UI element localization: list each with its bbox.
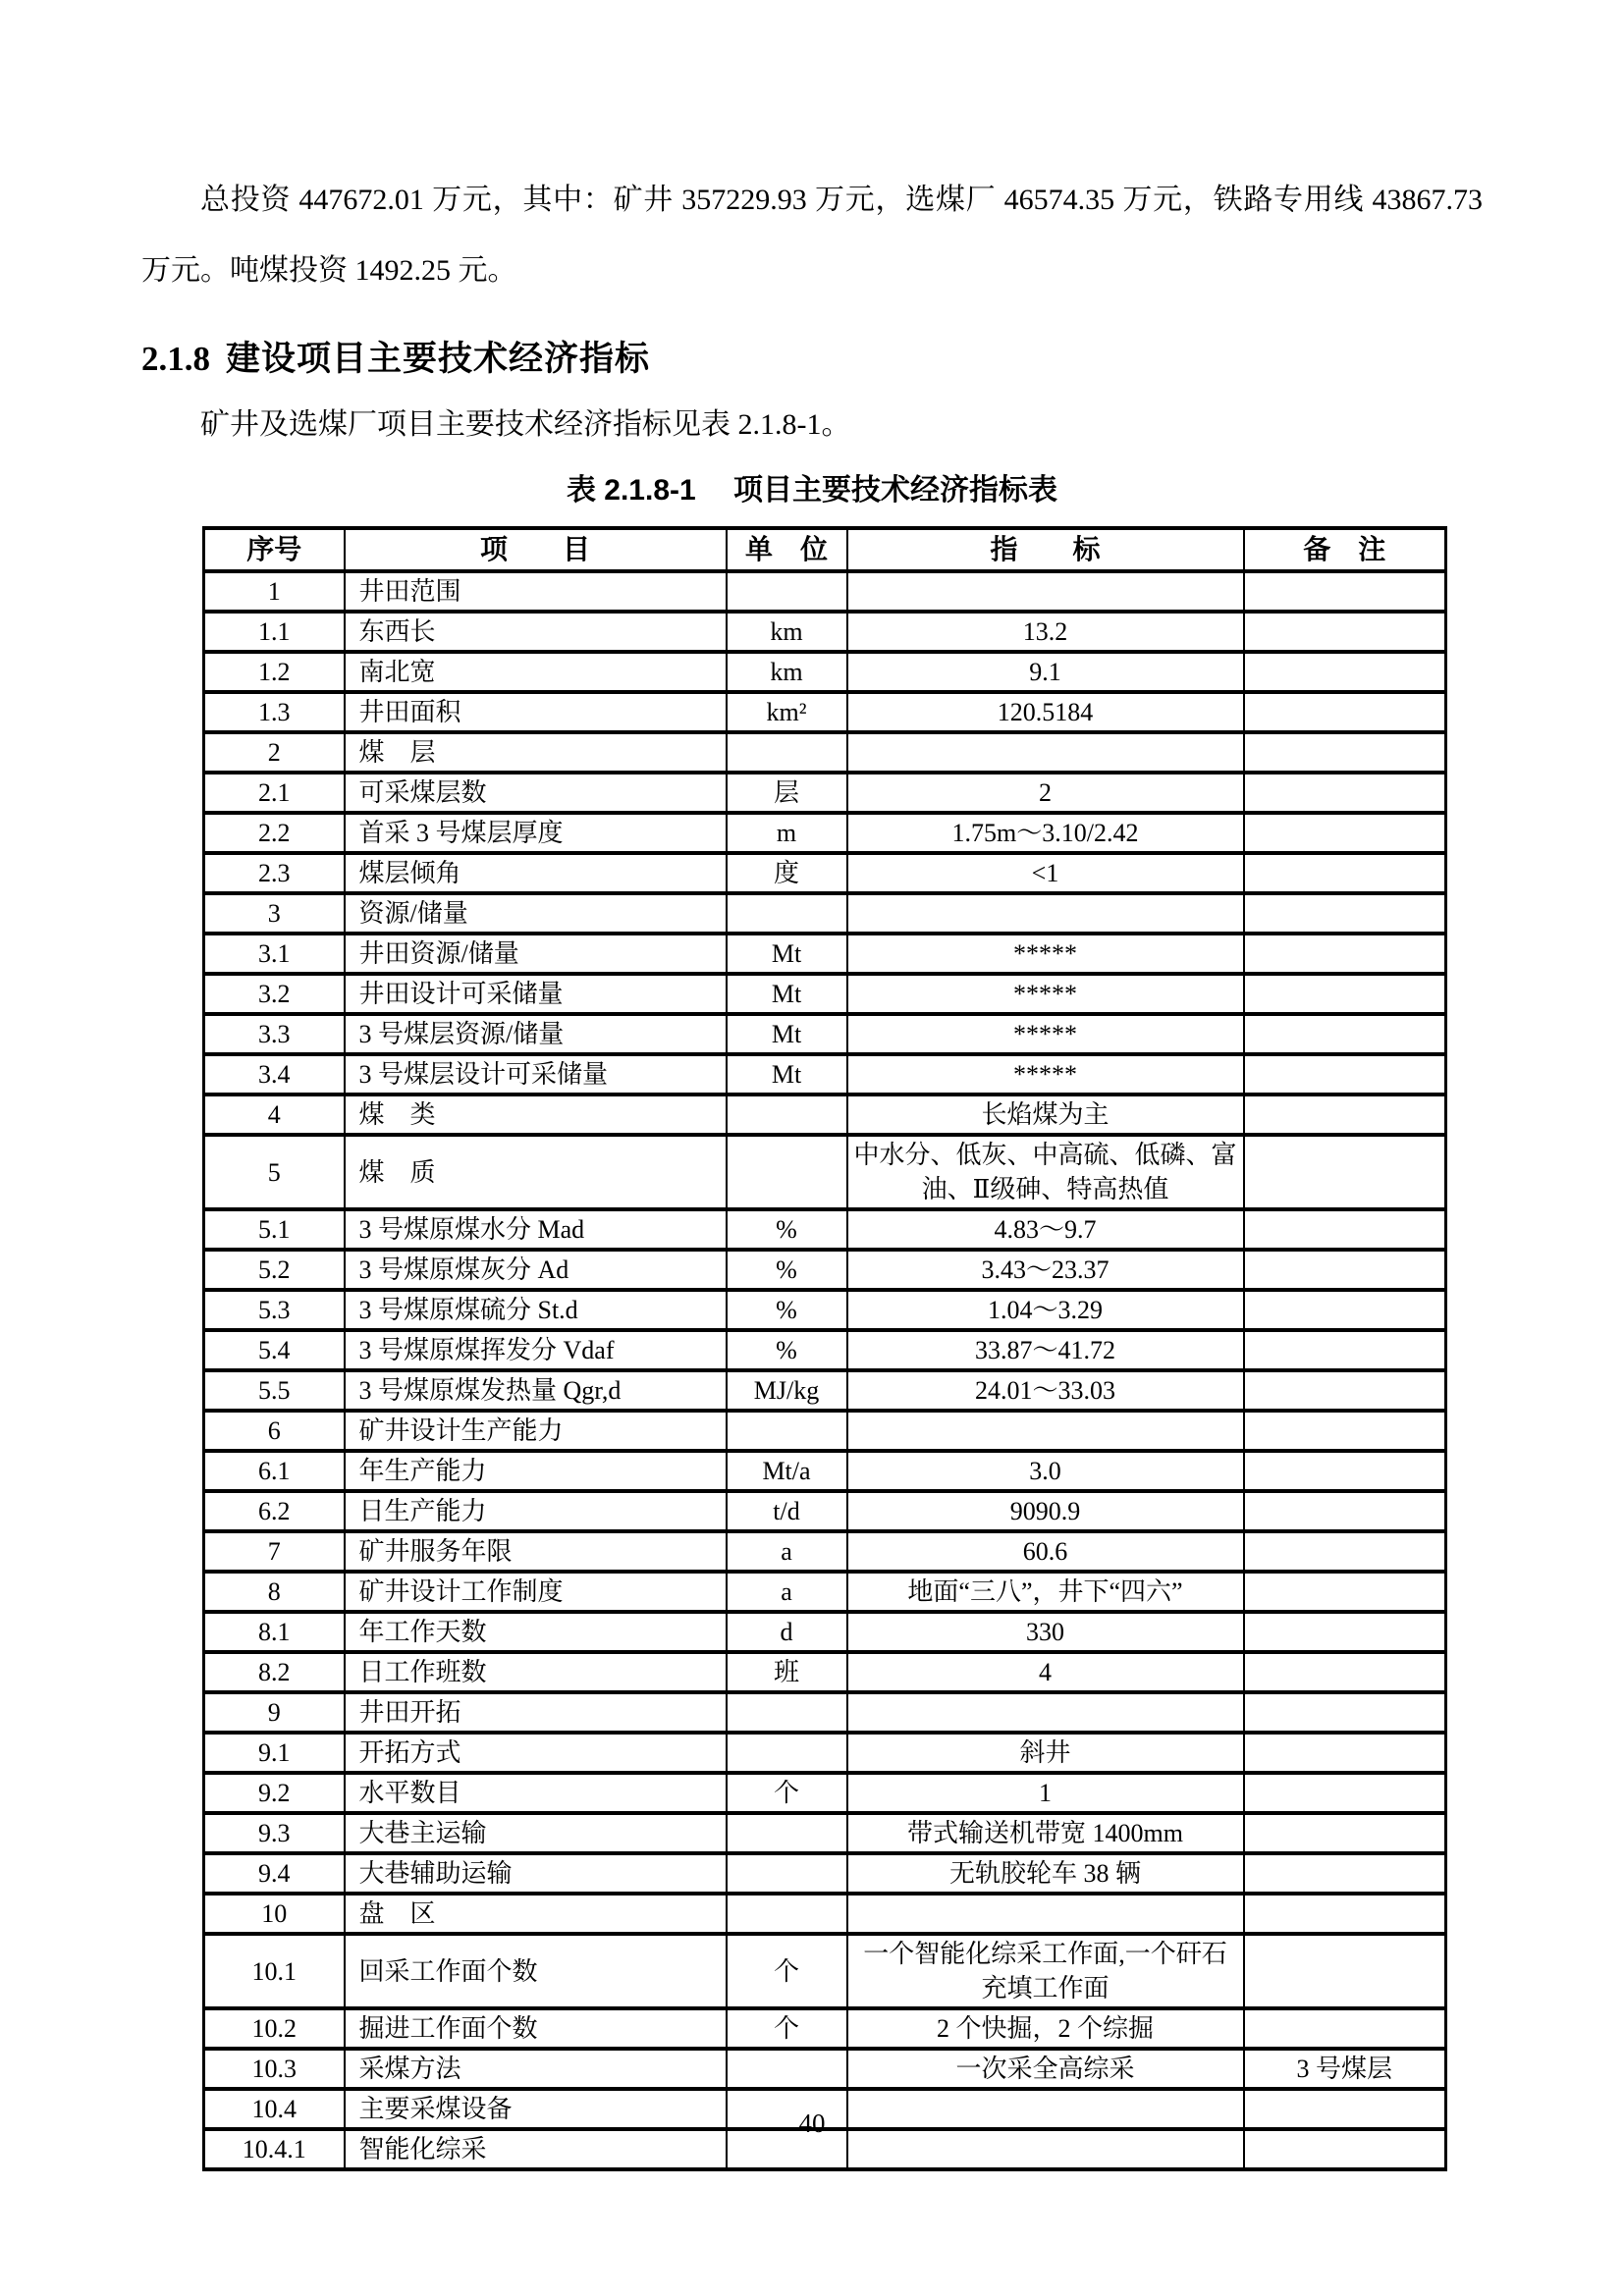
- intro-paragraph: 总投资 447672.01 万元，其中：矿井 357229.93 万元，选煤厂 46574.35 万元，铁路专用线 43867.73 万元。吨煤投资 1492.25 元。: [141, 184, 1483, 287]
- row-value: *****: [847, 1054, 1244, 1095]
- row-item: 大巷主运输: [345, 1813, 727, 1853]
- row-note: [1244, 692, 1446, 732]
- row-note: [1244, 974, 1446, 1014]
- table-row: [204, 571, 1446, 612]
- row-item: 盘 区: [345, 1894, 727, 1934]
- row-value: [847, 571, 1244, 612]
- table-row: [204, 1451, 1446, 1491]
- row-unit: a: [727, 1572, 847, 1612]
- row-unit: 度: [727, 853, 847, 893]
- table-row: [204, 1692, 1446, 1733]
- table-row: [204, 1054, 1446, 1095]
- table-caption: 表 2.1.8-1 项目主要技术经济指标表: [566, 474, 1058, 507]
- row-item: 首采 3 号煤层厚度: [345, 813, 727, 853]
- row-unit: [727, 1692, 847, 1733]
- row-no: 3: [204, 893, 345, 934]
- row-unit: t/d: [727, 1491, 847, 1531]
- row-value: [847, 1692, 1244, 1733]
- row-unit: Mt: [727, 1014, 847, 1054]
- row-value: 33.87～41.72: [847, 1330, 1244, 1370]
- row-value: 13.2: [847, 612, 1244, 652]
- row-note: [1244, 893, 1446, 934]
- row-unit: a: [727, 1531, 847, 1572]
- row-item: 掘进工作面个数: [345, 2008, 727, 2049]
- row-item: 井田设计可采储量: [345, 974, 727, 1014]
- row-item: 煤层倾角: [345, 853, 727, 893]
- row-item: 主要采煤设备: [345, 2089, 727, 2129]
- row-unit: Mt/a: [727, 1451, 847, 1491]
- table-row: [204, 1733, 1446, 1773]
- row-value: *****: [847, 934, 1244, 974]
- row-value: 3.43～23.37: [847, 1250, 1244, 1290]
- row-no: 9.4: [204, 1853, 345, 1894]
- row-note: [1244, 1733, 1446, 1773]
- row-unit: Mt: [727, 934, 847, 974]
- row-value: 一次采全高综采: [847, 2049, 1244, 2089]
- row-note: [1244, 1692, 1446, 1733]
- row-unit: [727, 571, 847, 612]
- table-row: [204, 1894, 1446, 1934]
- table-row: [204, 2049, 1446, 2089]
- row-no: 10: [204, 1894, 345, 1934]
- row-unit: 层: [727, 773, 847, 813]
- row-no: 2.2: [204, 813, 345, 853]
- row-value: 1.04～3.29: [847, 1290, 1244, 1330]
- row-no: 5.1: [204, 1209, 345, 1250]
- row-item: 煤 类: [345, 1095, 727, 1135]
- row-value: 2 个快掘，2 个综掘: [847, 2008, 1244, 2049]
- row-note: [1244, 1773, 1446, 1813]
- row-no: 1.1: [204, 612, 345, 652]
- header-col-note: 备 注: [1244, 528, 1446, 571]
- section-heading-number: 2.1.8: [141, 340, 210, 378]
- row-unit: km: [727, 612, 847, 652]
- row-item: 3 号煤原煤发热量 Qgr,d: [345, 1370, 727, 1411]
- row-value: 9.1: [847, 652, 1244, 692]
- row-no: 8.2: [204, 1652, 345, 1692]
- row-item: 回采工作面个数: [345, 1934, 727, 2008]
- indicator-table-body: [204, 571, 1446, 2169]
- row-no: 9.2: [204, 1773, 345, 1813]
- row-no: 10.1: [204, 1934, 345, 2008]
- row-unit: 个: [727, 1773, 847, 1813]
- row-no: 5.5: [204, 1370, 345, 1411]
- row-note: [1244, 1135, 1446, 1209]
- row-item: 水平数目: [345, 1773, 727, 1813]
- row-no: 1.2: [204, 652, 345, 692]
- table-row: [204, 1330, 1446, 1370]
- row-unit: [727, 1135, 847, 1209]
- table-row: [204, 1612, 1446, 1652]
- row-unit: %: [727, 1250, 847, 1290]
- row-value: 中水分、低灰、中高硫、低磷、富油、Ⅱ级砷、特高热值: [847, 1135, 1244, 1209]
- row-item: 井田面积: [345, 692, 727, 732]
- row-unit: Mt: [727, 974, 847, 1014]
- table-row: [204, 1370, 1446, 1411]
- row-value: 一个智能化综采工作面,一个矸石充填工作面: [847, 1934, 1244, 2008]
- table-row: [204, 853, 1446, 893]
- table-row: [204, 1250, 1446, 1290]
- row-no: 4: [204, 1095, 345, 1135]
- row-no: 1.3: [204, 692, 345, 732]
- indicators-table: [202, 526, 1447, 2171]
- table-row: [204, 1853, 1446, 1894]
- row-no: 5.2: [204, 1250, 345, 1290]
- row-value: <1: [847, 853, 1244, 893]
- row-item: 3 号煤层资源/储量: [345, 1014, 727, 1054]
- row-no: 10.3: [204, 2049, 345, 2089]
- row-item: 开拓方式: [345, 1733, 727, 1773]
- row-item: 井田范围: [345, 571, 727, 612]
- row-unit: [727, 1411, 847, 1451]
- row-unit: [727, 1733, 847, 1773]
- row-note: [1244, 1250, 1446, 1290]
- header-col-unit: 单 位: [727, 528, 847, 571]
- row-no: 9.3: [204, 1813, 345, 1853]
- row-note: [1244, 1014, 1446, 1054]
- row-value: 1.75m～3.10/2.42: [847, 813, 1244, 853]
- table-row: [204, 652, 1446, 692]
- table-row: [204, 1411, 1446, 1451]
- row-value: 4: [847, 1652, 1244, 1692]
- table-row: [204, 1813, 1446, 1853]
- row-unit: [727, 1853, 847, 1894]
- table-row: [204, 2008, 1446, 2049]
- row-no: 9.1: [204, 1733, 345, 1773]
- row-note: [1244, 1370, 1446, 1411]
- row-note: [1244, 813, 1446, 853]
- row-note: [1244, 1652, 1446, 1692]
- row-unit: m: [727, 813, 847, 853]
- row-no: 3.3: [204, 1014, 345, 1054]
- row-value: 2: [847, 773, 1244, 813]
- row-note: [1244, 1853, 1446, 1894]
- row-no: 6.2: [204, 1491, 345, 1531]
- row-value: *****: [847, 1014, 1244, 1054]
- row-item: 井田开拓: [345, 1692, 727, 1733]
- row-value: 长焰煤为主: [847, 1095, 1244, 1135]
- table-row: [204, 1531, 1446, 1572]
- row-value: 斜井: [847, 1733, 1244, 1773]
- row-note: 3 号煤层: [1244, 2049, 1446, 2089]
- row-value: 无轨胶轮车 38 辆: [847, 1853, 1244, 1894]
- header-col-no: 序号: [204, 528, 345, 571]
- row-no: 2.1: [204, 773, 345, 813]
- table-header-row: [204, 528, 1446, 571]
- row-note: [1244, 1531, 1446, 1572]
- table-row: [204, 1209, 1446, 1250]
- header-col-value: 指 标: [847, 528, 1244, 571]
- row-unit: [727, 1095, 847, 1135]
- row-no: 3.1: [204, 934, 345, 974]
- page-number: 40: [798, 2109, 826, 2138]
- row-note: [1244, 1934, 1446, 2008]
- row-item: 大巷辅助运输: [345, 1853, 727, 1894]
- row-value: [847, 893, 1244, 934]
- row-note: [1244, 1209, 1446, 1250]
- row-item: 南北宽: [345, 652, 727, 692]
- row-unit: km: [727, 652, 847, 692]
- row-no: 8.1: [204, 1612, 345, 1652]
- row-value: 24.01～33.03: [847, 1370, 1244, 1411]
- row-item: 东西长: [345, 612, 727, 652]
- row-no: 1: [204, 571, 345, 612]
- row-note: [1244, 1330, 1446, 1370]
- row-note: [1244, 1612, 1446, 1652]
- row-value: [847, 1894, 1244, 1934]
- table-row: [204, 1135, 1446, 1209]
- row-item: 矿井设计工作制度: [345, 1572, 727, 1612]
- row-no: 10.4.1: [204, 2129, 345, 2169]
- row-no: 3.2: [204, 974, 345, 1014]
- row-item: 采煤方法: [345, 2049, 727, 2089]
- row-value: *****: [847, 974, 1244, 1014]
- row-note: [1244, 1095, 1446, 1135]
- row-item: 井田资源/储量: [345, 934, 727, 974]
- row-value: 带式输送机带宽 1400mm: [847, 1813, 1244, 1853]
- row-note: [1244, 1894, 1446, 1934]
- table-row: [204, 813, 1446, 853]
- row-unit: [727, 732, 847, 773]
- table-row: [204, 1572, 1446, 1612]
- row-unit: 班: [727, 1652, 847, 1692]
- row-note: [1244, 1572, 1446, 1612]
- row-note: [1244, 853, 1446, 893]
- row-no: 2.3: [204, 853, 345, 893]
- row-unit: 个: [727, 1934, 847, 2008]
- row-unit: [727, 893, 847, 934]
- row-note: [1244, 2008, 1446, 2049]
- row-no: 10.2: [204, 2008, 345, 2049]
- row-value: 60.6: [847, 1531, 1244, 1572]
- row-unit: [727, 2049, 847, 2089]
- row-item: 矿井设计生产能力: [345, 1411, 727, 1451]
- table-row: [204, 1290, 1446, 1330]
- row-note: [1244, 1491, 1446, 1531]
- row-no: 5.4: [204, 1330, 345, 1370]
- table-row: [204, 1491, 1446, 1531]
- row-note: [1244, 1290, 1446, 1330]
- row-unit: [727, 1894, 847, 1934]
- row-no: 9: [204, 1692, 345, 1733]
- table-row: [204, 974, 1446, 1014]
- row-note: [1244, 1451, 1446, 1491]
- row-unit: %: [727, 1290, 847, 1330]
- row-value: [847, 1411, 1244, 1451]
- table-row: [204, 1652, 1446, 1692]
- table-row: [204, 1095, 1446, 1135]
- row-no: 10.4: [204, 2089, 345, 2129]
- row-unit: [727, 1813, 847, 1853]
- row-value: 4.83～9.7: [847, 1209, 1244, 1250]
- table-row: [204, 1014, 1446, 1054]
- table-row: [204, 773, 1446, 813]
- row-note: [1244, 571, 1446, 612]
- row-note: [1244, 934, 1446, 974]
- row-item: 3 号煤层设计可采储量: [345, 1054, 727, 1095]
- row-note: [1244, 652, 1446, 692]
- row-item: 年工作天数: [345, 1612, 727, 1652]
- row-no: 5: [204, 1135, 345, 1209]
- row-value: 330: [847, 1612, 1244, 1652]
- row-item: 日生产能力: [345, 1491, 727, 1531]
- row-value: [847, 732, 1244, 773]
- row-value: 120.5184: [847, 692, 1244, 732]
- table-row: [204, 692, 1446, 732]
- row-item: 可采煤层数: [345, 773, 727, 813]
- section-heading-title: 建设项目主要技术经济指标: [226, 340, 651, 378]
- row-item: 日工作班数: [345, 1652, 727, 1692]
- row-item: 智能化综采: [345, 2129, 727, 2169]
- row-no: 7: [204, 1531, 345, 1572]
- row-note: [1244, 1411, 1446, 1451]
- row-no: 2: [204, 732, 345, 773]
- table-row: [204, 1934, 1446, 2008]
- row-note: [1244, 1813, 1446, 1853]
- row-no: 6: [204, 1411, 345, 1451]
- row-value: 9090.9: [847, 1491, 1244, 1531]
- row-note: [1244, 612, 1446, 652]
- row-item: 3 号煤原煤水分 Mad: [345, 1209, 727, 1250]
- row-item: 年生产能力: [345, 1451, 727, 1491]
- table-row: [204, 893, 1446, 934]
- row-item: 煤 质: [345, 1135, 727, 1209]
- header-col-item: 项 目: [345, 528, 727, 571]
- row-unit: Mt: [727, 1054, 847, 1095]
- row-unit: km²: [727, 692, 847, 732]
- row-no: 3.4: [204, 1054, 345, 1095]
- row-value: 3.0: [847, 1451, 1244, 1491]
- row-no: 5.3: [204, 1290, 345, 1330]
- table-row: [204, 612, 1446, 652]
- row-unit: d: [727, 1612, 847, 1652]
- row-value: 地面“三八”，井下“四六”: [847, 1572, 1244, 1612]
- row-note: [1244, 1054, 1446, 1095]
- table-row: [204, 934, 1446, 974]
- row-value: 1: [847, 1773, 1244, 1813]
- row-unit: %: [727, 1330, 847, 1370]
- table-row: [204, 1773, 1446, 1813]
- row-unit: MJ/kg: [727, 1370, 847, 1411]
- row-item: 矿井服务年限: [345, 1531, 727, 1572]
- section-heading: [141, 332, 1483, 381]
- row-item: 3 号煤原煤灰分 Ad: [345, 1250, 727, 1290]
- row-unit: %: [727, 1209, 847, 1250]
- row-item: 资源/储量: [345, 893, 727, 934]
- row-note: [1244, 773, 1446, 813]
- row-item: 3 号煤原煤硫分 St.d: [345, 1290, 727, 1330]
- row-unit: 个: [727, 2008, 847, 2049]
- row-item: 煤 层: [345, 732, 727, 773]
- table-row: [204, 732, 1446, 773]
- row-no: 8: [204, 1572, 345, 1612]
- row-no: 6.1: [204, 1451, 345, 1491]
- table-intro-paragraph: 矿井及选煤厂项目主要技术经济指标见表 2.1.8-1。: [200, 408, 851, 441]
- row-note: [1244, 732, 1446, 773]
- row-item: 3 号煤原煤挥发分 Vdaf: [345, 1330, 727, 1370]
